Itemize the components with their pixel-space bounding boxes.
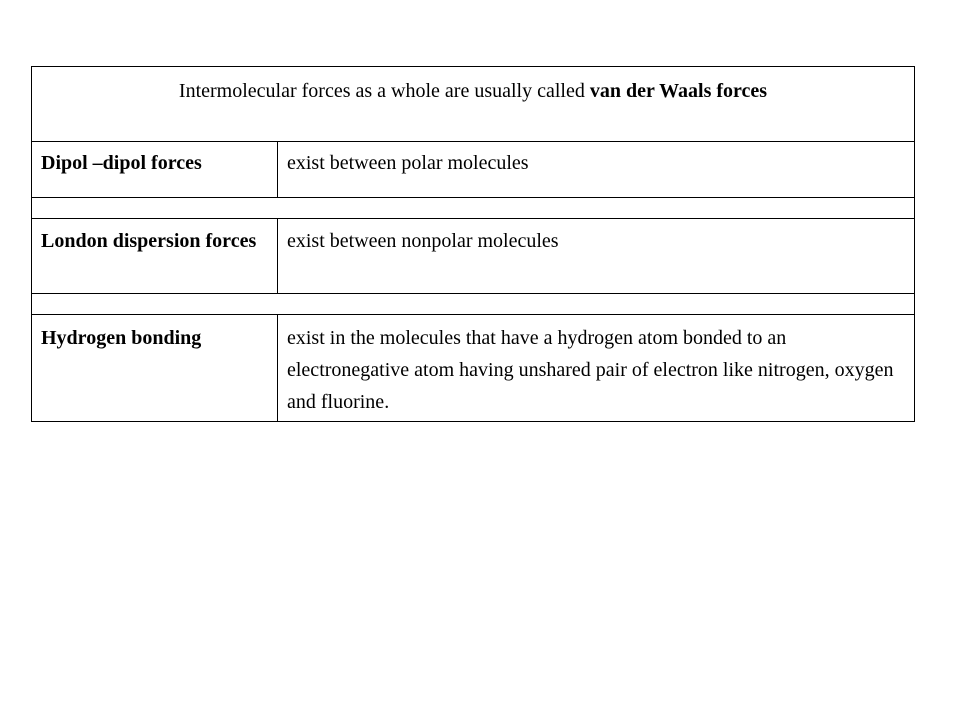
table-border-top bbox=[31, 66, 915, 67]
table-border-right bbox=[914, 66, 915, 422]
header-text: Intermolecular forces as a whole are usually called bbox=[178, 80, 590, 102]
column-divider bbox=[277, 314, 278, 422]
table-border-left bbox=[31, 66, 32, 422]
row-divider bbox=[31, 218, 915, 219]
force-type-label: Dipol –dipol forces bbox=[41, 152, 202, 174]
column-divider bbox=[277, 141, 278, 198]
column-divider bbox=[277, 218, 278, 294]
row-divider bbox=[31, 293, 915, 294]
force-type-label: London dispersion forces bbox=[41, 230, 257, 252]
force-description: exist in the molecules that have a hydrogen atom bonded to an electronegative atom having unshared pair of electron like nitrogen, oxygen and fluorine. bbox=[287, 327, 894, 413]
row-divider bbox=[31, 314, 915, 315]
force-description: exist between polar molecules bbox=[287, 152, 529, 174]
row-divider bbox=[31, 197, 915, 198]
force-type-label: Hydrogen bonding bbox=[41, 327, 202, 349]
table-header bbox=[31, 75, 915, 107]
forces-table bbox=[31, 66, 915, 422]
table-border-bottom bbox=[31, 421, 915, 422]
force-description: exist between nonpolar molecules bbox=[287, 230, 559, 252]
row-divider bbox=[31, 141, 915, 142]
header-bold-term: van der Waals forces bbox=[589, 80, 768, 102]
